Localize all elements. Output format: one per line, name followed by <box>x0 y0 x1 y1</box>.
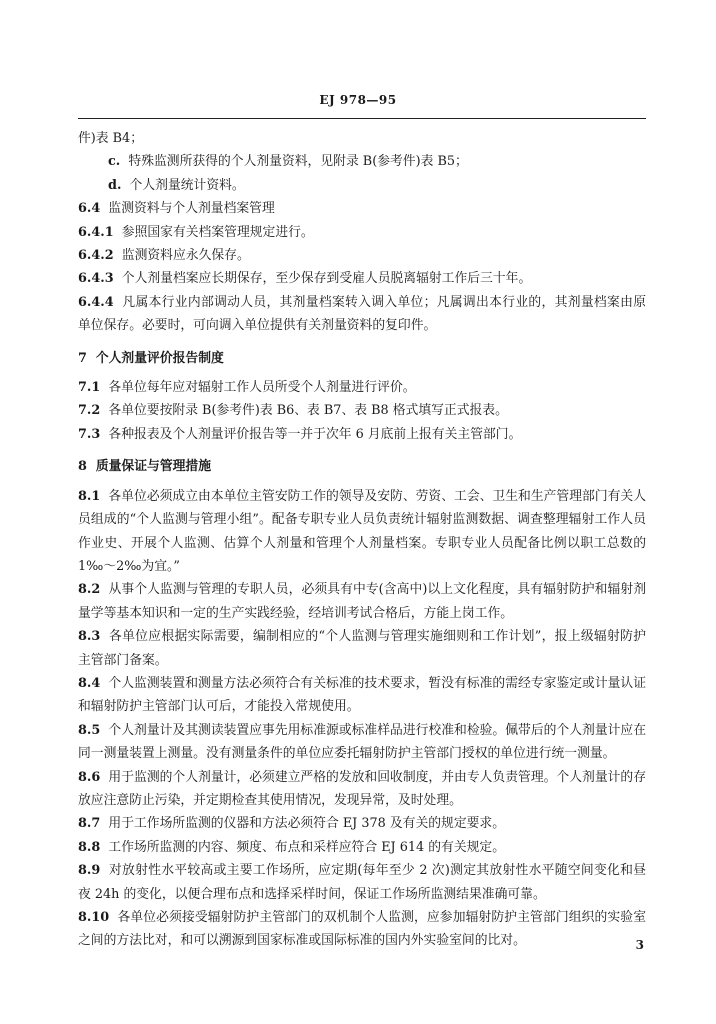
clause-6-4-3: 6.4.3 个人剂量档案应长期保存，至少保存到受雇人员脱离辐射工作后三十年。 <box>78 271 532 287</box>
clause-8-6: 8.6 用于监测的个人剂量计，必须建立严格的发放和回收制度，并由专人负责管理。个人剂量计的存放应注意防止污染，并定期检查其使用情况，发现异常，及时处理。 <box>78 769 647 808</box>
list-item-d: d. 个人剂量统计资料。 <box>108 177 245 193</box>
list-item-c: c. 特殊监测所获得的个人剂量资料，见附录 B(参考件)表 B5； <box>108 154 468 170</box>
header-rule <box>78 118 646 119</box>
clause-7-3: 7.3 各种报表及个人剂量评价报告等一并于次年 6 月底前上报有关主管部门。 <box>78 426 522 442</box>
section-heading-7: 7 个人剂量评价报告制度 <box>78 350 224 366</box>
standard-code-header: EJ 978—95 <box>319 93 397 107</box>
page-number: 3 <box>635 938 644 952</box>
clause-8-4: 8.4 个人监测装置和测量方法必须符合有关标准的技术要求，暂没有标准的需经专家鉴定或计量认证和辐射防护主管部门认可后，才能投入常规使用。 <box>78 675 647 715</box>
clause-8-5: 8.5 个人剂量计及其测读装置应事先用标准源或标准样品进行校准和检验。佩带后的个人剂量计应在同一测量装置上测量。没有测量条件的单位应委托辐射防护主管部门授权的单位进行统一测量。 <box>78 722 647 762</box>
clause-6-4-2: 6.4.2 监测资料应永久保存。 <box>78 248 250 264</box>
clause-7-1: 7.1 各单位每年应对辐射工作人员所受个人剂量进行评价。 <box>78 380 416 396</box>
clause-6-4-4: 6.4.4 凡属本行业内部调动人员，其剂量档案转入调入单位；凡属调出本行业的，其剂量档案由原单位保存。必要时，可向调入单位提供有关剂量资料的复印件。 <box>78 294 647 334</box>
clause-8-7: 8.7 用于工作场所监测的仪器和方法必须符合 EJ 378 及有关的规定要求。 <box>78 816 506 832</box>
clause-8-2: 8.2 从事个人监测与管理的专职人员，必须具有中专(含高中)以上文化程度，具有辐射防护和辐射剂量学等基本知识和一定的生产实践经验，经培训考试合格后，方能上岗工作。 <box>78 582 646 621</box>
clause-8-3: 8.3 各单位应根据实际需要，编制相应的“个人监测与管理实施细则和工作计划”，报上级辐射防护主管部门备案。 <box>78 629 646 668</box>
clause-6-4-1: 6.4.1 参照国家有关档案管理规定进行。 <box>78 224 314 240</box>
clause-7-2: 7.2 各单位要按附录 B(参考件)表 B6、表 B7、表 B8 格式填写正式报表。 <box>78 403 508 419</box>
paragraph-cont: 件)表 B4； <box>78 131 143 146</box>
clause-8-1: 8.1 各单位必须成立由本单位主管安防工作的领导及安防、劳资、工会、卫生和生产管理部门有关人员组成的“个人监测与管理小组”。配备专职专业人员负责统计辐射监测数据、调查整理辐射工作人员作业史、开展个人监测、估算个人剂量和管理个人剂量档案。专职专业人员配备比例以职工总数的 1‰～2‰为宜。” <box>78 488 647 574</box>
clause-8-9: 8.9 对放射性水平较高或主要工作场所，应定期(每年至少 2 次)测定其放射性水平随空间变化和昼夜 24h 的变化，以便合理布点和选择采样时间，保证工作场所监测结果准确可靠。 <box>78 863 647 902</box>
clause-8-8: 8.8 工作场所监测的内容、频度、布点和采样应符合 EJ 614 的有关规定。 <box>78 839 506 855</box>
document-body <box>78 127 646 953</box>
clause-6-4: 6.4 监测资料与个人剂量档案管理 <box>78 201 275 217</box>
section-heading-8: 8 质量保证与管理措施 <box>78 459 211 475</box>
clause-8-10: 8.10 各单位必须接受辐射防护主管部门的双机制个人监测，应参加辐射防护主管部门组织的实验室之间的方法比对，和可以溯源到国家标准或国际标准的国内外实验室间的比对。 <box>78 910 646 949</box>
